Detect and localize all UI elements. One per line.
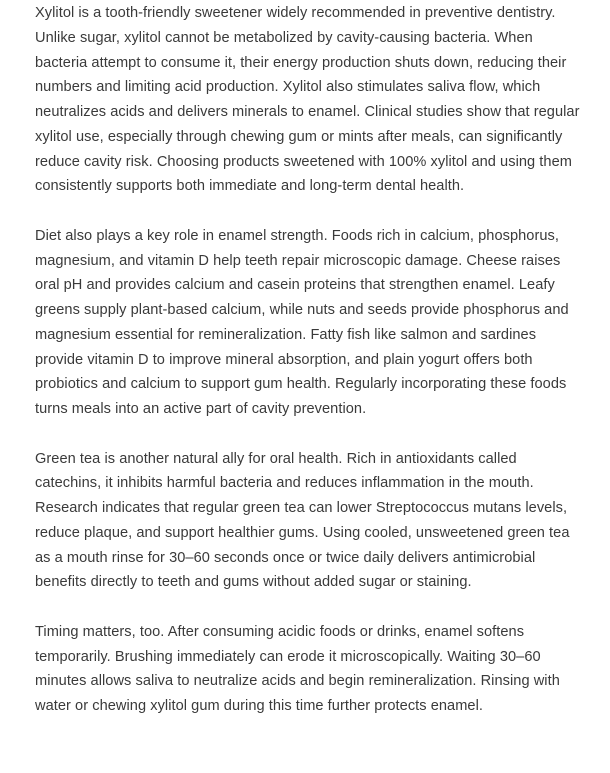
paragraph-diet: Diet also plays a key role in enamel strength. Foods rich in calcium, phosphorus, magnesium, and vitamin D help teeth repair microscopic damage. Cheese raises oral pH and provides calcium and casein proteins that strengthen enamel. Leafy greens supply plant-based calcium, while nuts and seeds provide phosphorus and magnesium essential for remineralization. Fatty fish like salmon and sardines provide vitamin D to improve mineral absorption, and plain yogurt offers both probiotics and calcium to support gum health. Regularly incorporating these foods turns meals into an active part of cavity prevention. <box>35 227 569 417</box>
paragraph-timing: Timing matters, too. After consuming acidic foods or drinks, enamel softens temporarily. Brushing immediately can erode it microscopically. Waiting 30–60 minutes allows saliva to neutralize acids and begin remineralization. Rinsing with water or chewing xylitol gum during this time further protects enamel. <box>35 623 560 714</box>
paragraph-xylitol: Xylitol is a tooth-friendly sweetener widely recommended in preventive dentistry. Unlike sugar, xylitol cannot be metabolized by cavity-causing bacteria. When bacteria attempt to consume it, their energy production shuts down, reducing their numbers and limiting acid production. Xylitol also stimulates saliva flow, which neutralizes acids and delivers minerals to enamel. Clinical studies show that regular xylitol use, especially through chewing gum or mints after meals, can significantly reduce cavity risk. Choosing products sweetened with 100% xylitol and using them consistently supports both immediate and long-term dental health. <box>35 5 580 195</box>
article-body <box>35 1 580 719</box>
paragraph-green-tea: Green tea is another natural ally for oral health. Rich in antioxidants called catechins, it inhibits harmful bacteria and reduces inflammation in the mouth. Research indicates that regular green tea can lower Streptococcus mutans levels, reduce plaque, and support healthier gums. Using cooled, unsweetened green tea as a mouth rinse for 30–60 seconds once or twice daily delivers antimicrobial benefits directly to teeth and gums without added sugar or staining. <box>35 450 570 591</box>
